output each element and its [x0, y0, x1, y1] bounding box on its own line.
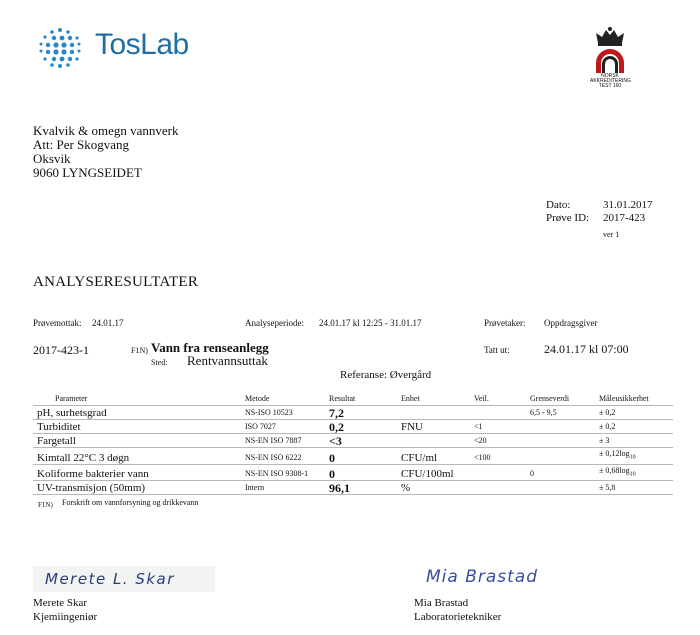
results-table	[33, 393, 673, 495]
company-logo	[32, 22, 207, 72]
row-guide: <1	[474, 420, 530, 434]
row-result: 0	[329, 464, 401, 481]
row-limit: 6,5 - 9,5	[530, 406, 599, 420]
row-guide	[474, 406, 530, 420]
signature-left: Merete L. Skar	[45, 570, 175, 588]
header-limit: Grenseverdi	[530, 394, 570, 403]
location-label: Sted:	[151, 358, 168, 367]
f1-mark: F1N)	[131, 346, 148, 355]
header-result: Resultat	[329, 394, 356, 403]
row-uncertainty-value: ± 0,68log	[599, 465, 630, 475]
row-guide: <20	[474, 434, 530, 448]
row-result: 0,2	[329, 420, 401, 434]
accreditation-line3: TEST 160	[598, 83, 622, 89]
row-parameter: Fargetall	[33, 434, 245, 448]
row-limit	[530, 434, 599, 448]
table-row	[33, 464, 673, 481]
row-limit: 0	[530, 464, 599, 481]
reference: Referanse: Øvergård	[340, 369, 432, 381]
row-guide	[474, 464, 530, 481]
signer-left-name: Merete Skar	[33, 597, 88, 609]
table-row	[33, 406, 673, 420]
signature-right: Mia Brastad	[426, 567, 539, 587]
period-label: Analyseperiode:	[245, 318, 304, 328]
row-uncertainty	[599, 448, 673, 465]
row-method: Intern	[245, 481, 329, 495]
row-result: 96,1	[329, 481, 401, 495]
dotted-globe-icon	[32, 22, 88, 72]
row-method: NS-ISO 10523	[245, 406, 329, 420]
period-value: 24.01.17 kl 12:25 - 31.01.17	[319, 318, 422, 328]
company-name: TosLab	[95, 28, 189, 61]
sampler-label: Prøvetaker:	[484, 318, 526, 328]
row-unit: CFU/ml	[401, 448, 474, 465]
crown-icon	[590, 25, 630, 47]
table-header-row	[33, 393, 673, 406]
recipient-line2: Att: Per Skogvang	[33, 137, 130, 152]
header-unit: Enhet	[401, 394, 420, 403]
recipient-line1: Kvalvik & omegn vannverk	[33, 123, 179, 138]
date-value: 31.01.2017	[603, 199, 653, 211]
row-uncertainty-value: ± 0,12log	[599, 449, 630, 458]
row-guide	[474, 481, 530, 495]
sample-name: Vann fra renseanlegg	[151, 340, 269, 355]
received-value: 24.01.17	[92, 318, 124, 328]
recipient-line3: Oksvik	[33, 151, 71, 166]
signer-right-title: Laboratorietekniker	[414, 611, 502, 623]
row-method: NS-EN ISO 6222	[245, 448, 329, 465]
row-unit: FNU	[401, 420, 474, 434]
row-uncertainty: ± 0,2	[599, 420, 673, 434]
sampler-value: Oppdragsgiver	[544, 318, 598, 328]
header-parameter: Parameter	[55, 394, 88, 403]
row-result: 7,2	[329, 406, 401, 420]
row-method: ISO 7027	[245, 420, 329, 434]
signer-left-title: Kjemiingeniør	[33, 611, 98, 623]
row-uncertainty: ± 0,2	[599, 406, 673, 420]
accreditation-text	[590, 74, 630, 89]
header-method: Metode	[245, 394, 270, 403]
row-parameter: Kimtall 22°C 3 døgn	[33, 448, 245, 465]
version-label: ver 1	[603, 230, 620, 239]
row-method: NS-EN ISO 9308-1	[245, 464, 329, 481]
row-guide: <100	[474, 448, 530, 465]
footnote-text: Forskrift om vannforsyning og drikkevann	[62, 498, 199, 507]
table-row	[33, 481, 673, 495]
sample-id-label: Prøve ID:	[546, 212, 590, 224]
row-limit	[530, 448, 599, 465]
sample-id-value: 2017-423	[603, 212, 646, 224]
recipient-address	[33, 124, 179, 180]
header-guide: Veil.	[474, 394, 489, 403]
accreditation-arch-icon	[590, 47, 630, 73]
row-unit	[401, 406, 474, 420]
table-row	[33, 434, 673, 448]
row-limit	[530, 481, 599, 495]
taken-value: 24.01.17 kl 07:00	[544, 342, 629, 356]
row-limit	[530, 420, 599, 434]
sample-id: 2017-423-1	[33, 343, 89, 357]
row-result: <3	[329, 434, 401, 448]
footnote-mark: F1N)	[38, 501, 53, 509]
row-parameter: Turbiditet	[33, 420, 245, 434]
row-uncertainty	[599, 464, 673, 481]
date-label: Dato:	[546, 199, 571, 211]
row-parameter: UV-transmisjon (50mm)	[33, 481, 245, 495]
accreditation-line1: NORSK	[601, 73, 619, 79]
row-parameter: pH, surhetsgrad	[33, 406, 245, 420]
row-unit: CFU/100ml	[401, 464, 474, 481]
table-row	[33, 448, 673, 465]
row-method: NS-EN ISO 7887	[245, 434, 329, 448]
row-parameter: Koliforme bakterier vann	[33, 464, 245, 481]
row-uncertainty-sub: 10	[629, 454, 636, 461]
taken-label: Tatt ut:	[484, 345, 510, 355]
location-value: Rentvannsuttak	[187, 353, 268, 368]
row-unit: %	[401, 481, 474, 495]
accreditation-emblem	[590, 25, 630, 95]
row-uncertainty-sub: 10	[629, 471, 636, 478]
row-uncertainty: ± 5,8	[599, 481, 673, 495]
recipient-line4: 9060 LYNGSEIDET	[33, 165, 142, 180]
received-label: Prøvemottak:	[33, 318, 82, 328]
page-title: ANALYSERESULTATER	[33, 274, 199, 290]
row-uncertainty: ± 3	[599, 434, 673, 448]
row-result: 0	[329, 448, 401, 465]
table-row	[33, 420, 673, 434]
signer-right-name: Mia Brastad	[414, 597, 469, 609]
row-unit	[401, 434, 474, 448]
header-uncertainty: Måleusikkerhet	[599, 394, 649, 403]
accreditation-line2: AKKREDITERING	[590, 78, 631, 84]
